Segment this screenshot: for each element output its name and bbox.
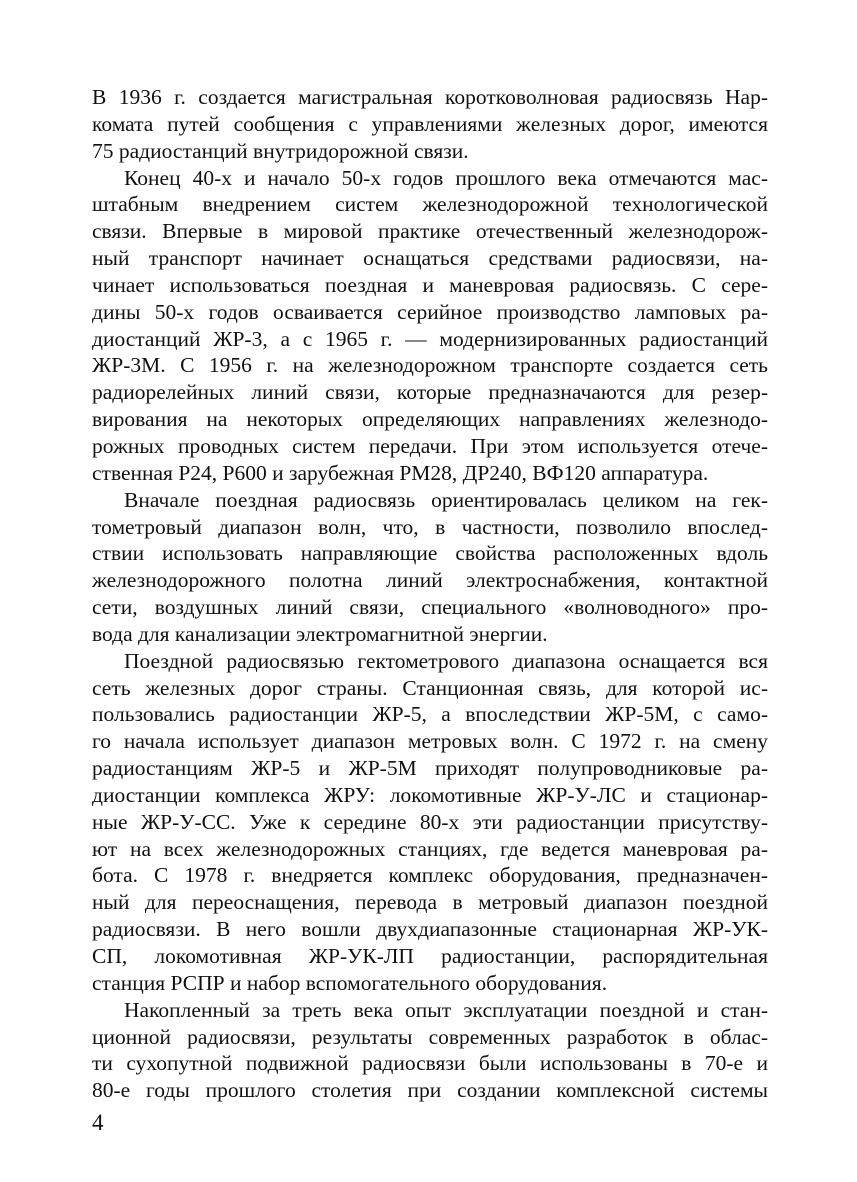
text-line: ственная Р24, Р600 и зарубежная РМ28, ДР240, ВФ120 аппаратура. (92, 460, 709, 485)
text-line: тометровый диапазон волн, что, в частности, позволило впослед- (92, 514, 768, 539)
text-line: СП, локомотивная ЖР-УК-ЛП радиостанции, распорядительная (92, 944, 768, 968)
text-line: Накопленный за треть века опыт эксплуатации поездной и стан- (124, 997, 768, 1022)
paragraph (92, 648, 768, 997)
text-line: вода для канализации электромагнитной энергии. (92, 621, 548, 646)
paragraph (92, 165, 768, 487)
text-line: сеть железных дорог страны. Станционная связь, для которой ис- (92, 675, 768, 700)
text-line: комата путей сообщения с управлениями железных дорог, имеются (92, 111, 768, 136)
text-line: В 1936 г. создается магистральная коротковолновая радиосвязь Нар- (92, 85, 768, 109)
text-line: дины 50-х годов осваивается серийное производство ламповых ра- (92, 299, 768, 324)
text-line: чинает использоваться поездная и маневровая радиосвязь. С сере- (92, 272, 768, 297)
text-line: Конец 40-х и начало 50-х годов прошлого века отмечаются мас- (124, 165, 768, 190)
text-line: го начала использует диапазон метровых волн. С 1972 г. на смену (92, 729, 768, 754)
text-line: рожных проводных систем передачи. При этом используется отече- (92, 433, 768, 458)
text-line: бота. С 1978 г. внедряется комплекс оборудования, предназначен- (92, 863, 768, 888)
text-line: сети, воздушных линий связи, специального «волноводного» про- (92, 595, 768, 620)
page-number: 4 (92, 1110, 104, 1135)
paragraph (92, 997, 768, 1104)
text-line: ти сухопутной подвижной радиосвязи были использованы в 70-е и (92, 1051, 768, 1076)
text-line: вирования на некоторых определяющих направлениях железнодо- (92, 407, 768, 432)
text-line: радиостанциям ЖР-5 и ЖР-5М приходят полупроводниковые ра- (92, 756, 768, 781)
text-line: диостанции комплекса ЖРУ: локомотивные ЖР-У-ЛС и стационар- (92, 782, 768, 807)
text-line: ЖР-3М. С 1956 г. на железнодорожном транспорте создается сеть (92, 353, 768, 378)
text-line: ционной радиосвязи, результаты современных разработок в облас- (92, 1024, 768, 1049)
text-line: радиосвязи. В него вошли двухдиапазонные стационарная ЖР-УК- (92, 917, 768, 942)
text-line: 75 радиостанций внутридорожной связи. (92, 138, 469, 163)
text-line: ный транспорт начинает оснащаться средствами радиосвязи, на- (92, 246, 768, 271)
text-line: ют на всех железнодорожных станциях, где ведется маневровая ра- (92, 836, 768, 861)
text-line: связи. Впервые в мировой практике отечественный железнодорож- (92, 219, 768, 244)
text-line: ствии использовать направляющие свойства расположенных вдоль (92, 541, 768, 566)
text-line: Поездной радиосвязью гектометрового диапазона оснащается вся (124, 648, 768, 673)
text-line: штабным внедрением систем железнодорожной технологической (92, 192, 768, 217)
text-line: Вначале поездная радиосвязь ориентировалась целиком на гек- (124, 487, 768, 512)
paragraph (92, 487, 768, 648)
text-line: ный для переоснащения, перевода в метровый диапазон поездной (92, 890, 768, 915)
text-line: диостанций ЖР-3, а с 1965 г. — модернизированных радиостанций (92, 326, 768, 351)
text-line: станция РСПР и набор вспомогательного оборудования. (92, 970, 608, 995)
text-line: радиорелейных линий связи, которые предназначаются для резер- (92, 380, 768, 405)
text-line: 80-е годы прошлого столетия при создании комплексной системы (92, 1078, 768, 1103)
paragraph (92, 84, 768, 165)
body-text (92, 84, 768, 1104)
text-line: ные ЖР-У-СС. Уже к середине 80-х эти радиостанции присутству- (92, 809, 768, 834)
text-line: железнодорожного полотна линий электроснабжения, контактной (92, 568, 768, 593)
text-line: пользовались радиостанции ЖР-5, а впоследствии ЖР-5М, с само- (92, 702, 768, 727)
